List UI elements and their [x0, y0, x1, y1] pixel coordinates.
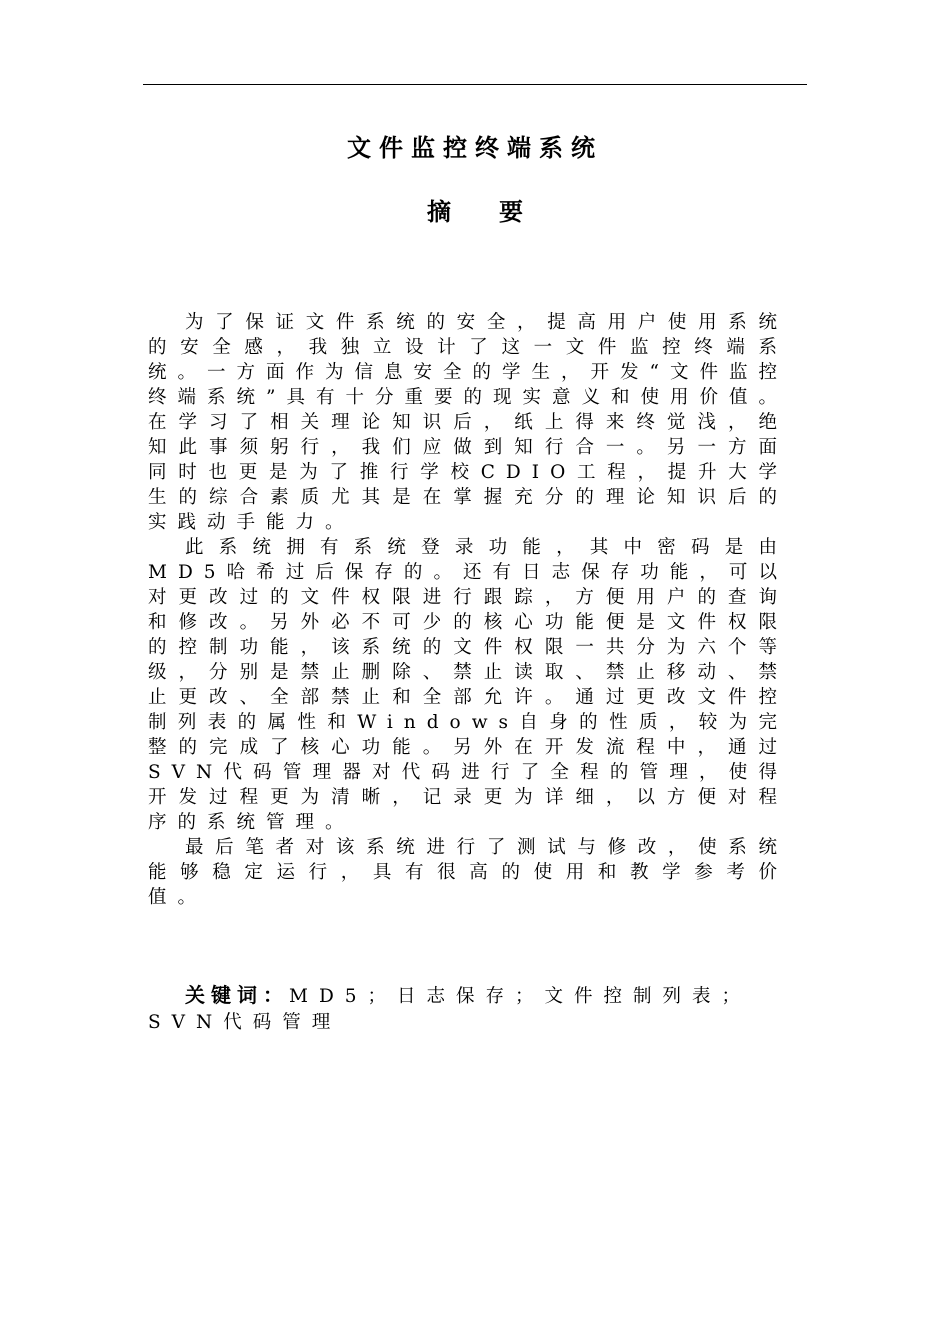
document-title: 文件监控终端系统 — [347, 134, 603, 162]
header-rule — [143, 84, 807, 85]
abstract-body — [148, 310, 788, 910]
abstract-paragraph-3: 最后笔者对该系统进行了测试与修改，使系统能够稳定运行，具有很高的使用和教学参考价值。 — [148, 837, 788, 908]
abstract-paragraph-1: 为了保证文件系统的安全，提高用户使用系统的安全感，我独立设计了这一文件监控终端系统。一方面作为信息安全的学生，开发“文件监控终端系统”具有十分重要的现实意义和使用价值。在学习了相关理论知识后，纸上得来终觉浅，绝知此事须躬行，我们应做到知行合一。另一方面同时也更是为了推行学校CDIO工程，提升大学生的综合素质尤其是在掌握充分的理论知识后的实践动手能力。 — [148, 312, 788, 533]
keywords-text: MD5；日志保存；文件控制列表；SVN代码管理 — [148, 986, 752, 1033]
keywords-line — [148, 982, 788, 1036]
abstract-heading-char-2: 要 — [499, 198, 523, 226]
abstract-paragraph-2: 此系统拥有系统登录功能，其中密码是由MD5哈希过后保存的。还有日志保存功能，可以对更改过的文件权限进行跟踪，方便用户的查询和修改。另外必不可少的核心功能便是文件权限的控制功能，该系统的文件权限一共分为六个等级，分别是禁止删除、禁止读取、禁止移动、禁止更改、全部禁止和全部允许。通过更改文件控制列表的属性和Windows自身的性质，较为完整的完成了核心功能。另外在开发流程中，通过SVN代码管理器对代码进行了全程的管理，使得开发过程更为清晰，记录更为详细，以方便对程序的系统管理。 — [148, 537, 788, 833]
keywords-label: 关键词： — [185, 983, 289, 1007]
abstract-heading — [143, 194, 807, 230]
abstract-heading-char-1: 摘 — [427, 198, 451, 226]
